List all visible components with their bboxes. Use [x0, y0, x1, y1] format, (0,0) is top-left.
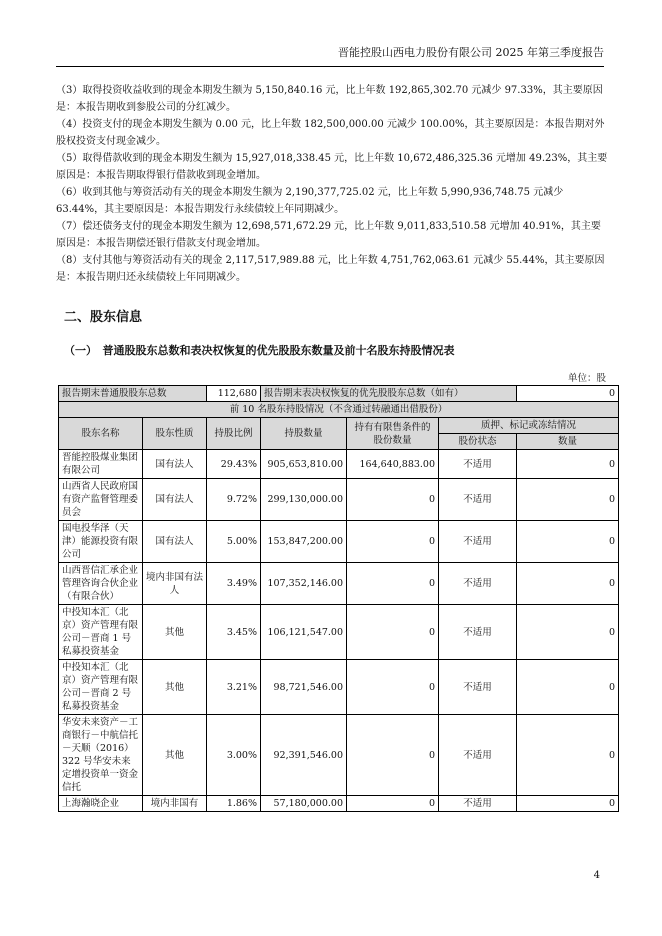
table-row [59, 479, 619, 521]
holder-pledge-status: 不适用 [439, 605, 517, 660]
holder-nature: 其他 [143, 660, 207, 715]
note-paragraph: （4）投资支付的现金本期发生额为 0.00 元，比上年数 182,500,000.00 元减少 100.00%，其主要原因是：本报告期对外股权投资支付现金减少。 [56, 119, 605, 147]
holder-nature: 其他 [143, 605, 207, 660]
table-row [59, 521, 619, 563]
col-header-restricted: 持有有限售条件的股份数量 [347, 418, 439, 450]
holder-pledge-status: 不适用 [439, 796, 517, 812]
note-paragraph: （3）取得投资收益收到的现金本期发生额为 5,150,840.16 元，比上年数 192,865,302.70 元减少 97.33%，其主要原因是：本报告期收到参股公司的分红减少。 [56, 85, 603, 113]
holder-restricted: 164,640,883.00 [347, 450, 439, 479]
holder-shares: 106,121,547.00 [261, 605, 347, 660]
holder-ratio: 3.45% [207, 605, 261, 660]
holder-nature: 国有法人 [143, 479, 207, 521]
table-row [59, 605, 619, 660]
holder-ratio: 3.21% [207, 660, 261, 715]
holder-name: 中投知本汇（北京）资产管理有限公司－晋商 1 号私募投资基金 [59, 605, 143, 660]
holder-pledge-status: 不适用 [439, 479, 517, 521]
cash-flow-notes [56, 82, 610, 286]
holder-shares: 905,653,810.00 [261, 450, 347, 479]
holder-shares: 98,721,546.00 [261, 660, 347, 715]
holder-pledge-qty: 0 [517, 796, 619, 812]
col-header-nature: 股东性质 [143, 418, 207, 450]
report-header [56, 44, 604, 67]
holder-pledge-status: 不适用 [439, 660, 517, 715]
holder-pledge-qty: 0 [517, 479, 619, 521]
holder-pledge-qty: 0 [517, 605, 619, 660]
holder-pledge-qty: 0 [517, 521, 619, 563]
section-title: 二、股东信息 [64, 310, 143, 325]
shareholder-table [58, 385, 619, 812]
table-row [59, 796, 619, 812]
holder-shares: 299,130,000.00 [261, 479, 347, 521]
holder-ratio: 3.00% [207, 715, 261, 796]
holder-pledge-qty: 0 [517, 715, 619, 796]
holder-name: 山西省人民政府国有资产监督管理委员会 [59, 479, 143, 521]
note-paragraph: （8）支付其他与筹资活动有关的现金 2,117,517,989.88 元，比上年数 4,751,762,063.61 元减少 55.44%，其主要原因是：本报告期归还永续债较上年同期减少。 [56, 255, 605, 283]
holder-pledge-status: 不适用 [439, 450, 517, 479]
col-header-name: 股东名称 [59, 418, 143, 450]
holder-restricted: 0 [347, 660, 439, 715]
top10-title-row [59, 402, 619, 418]
col-header-shares: 持股数量 [261, 418, 347, 450]
table-row [59, 450, 619, 479]
holder-nature: 境内非国有法人 [143, 563, 207, 605]
holder-pledge-qty: 0 [517, 563, 619, 605]
holder-shares: 153,847,200.00 [261, 521, 347, 563]
holder-ratio: 3.49% [207, 563, 261, 605]
note-paragraph: （5）取得借款收到的现金本期发生额为 15,927,018,338.45 元，比上年数 10,672,486,325.36 元增加 49.23%，其主要原因是：本报告期取得银行借款收到现金增加。 [56, 153, 608, 181]
holder-name: 晋能控股煤业集团有限公司 [59, 450, 143, 479]
preferred-holders-value: 0 [517, 386, 619, 402]
holder-ratio: 5.00% [207, 521, 261, 563]
holder-pledge-qty: 0 [517, 450, 619, 479]
holder-name: 上海瀚晓企业 [59, 796, 143, 812]
preferred-holders-label: 报告期末表决权恢复的优先股股东总数（如有） [261, 386, 517, 402]
unit-label: 单位：股 [567, 373, 606, 384]
common-holders-value: 112,680 [207, 386, 261, 402]
table-row [59, 660, 619, 715]
top10-title: 前 10 名股东持股情况（不含通过转融通出借股份） [59, 402, 619, 418]
table-row [59, 715, 619, 796]
holder-nature: 境内非国有 [143, 796, 207, 812]
holder-restricted: 0 [347, 715, 439, 796]
holder-restricted: 0 [347, 521, 439, 563]
holder-nature: 国有法人 [143, 450, 207, 479]
holder-ratio: 1.86% [207, 796, 261, 812]
holder-pledge-status: 不适用 [439, 715, 517, 796]
holder-nature: 国有法人 [143, 521, 207, 563]
holder-pledge-qty: 0 [517, 660, 619, 715]
note-paragraph: （7）偿还债务支付的现金本期发生额为 12,698,571,672.29 元，比上年数 9,011,833,510.58 元增加 40.91%，其主要原因是：本报告期偿还银行借款支付现金增加。 [56, 221, 601, 249]
subsection-title: （一） 普通股股东总数和表决权恢复的优先股股东数量及前十名股东持股情况表 [64, 344, 455, 357]
holder-ratio: 9.72% [207, 479, 261, 521]
holder-restricted: 0 [347, 563, 439, 605]
col-header-pledge-status: 股份状态 [439, 434, 517, 450]
note-paragraph: （6）收到其他与筹资活动有关的现金本期发生额为 2,190,377,725.02 元，比上年数 5,990,936,748.75 元减少 63.44%，其主要原因是：本报告期发行永续债较上年同期减少。 [56, 187, 564, 215]
col-header-pledge-qty: 数量 [517, 434, 619, 450]
holder-name: 华安未来资产－工商银行－中航信托－天顺（2016）322 号华安未来定增投资单一资金信托 [59, 715, 143, 796]
holder-ratio: 29.43% [207, 450, 261, 479]
col-header-pledge-group: 质押、标记或冻结情况 [439, 418, 619, 434]
holder-shares: 92,391,546.00 [261, 715, 347, 796]
summary-row [59, 386, 619, 402]
report-header-title: 晋能控股山西电力股份有限公司 2025 年第三季度报告 [338, 46, 604, 59]
holder-nature: 其他 [143, 715, 207, 796]
holder-restricted: 0 [347, 479, 439, 521]
common-holders-label: 报告期末普通股股东总数 [59, 386, 207, 402]
holder-pledge-status: 不适用 [439, 563, 517, 605]
column-header-row [59, 418, 619, 434]
holder-name: 国电投华泽（天津）能源投资有限公司 [59, 521, 143, 563]
table-row [59, 563, 619, 605]
holder-shares: 107,352,146.00 [261, 563, 347, 605]
holder-shares: 57,180,000.00 [261, 796, 347, 812]
holder-restricted: 0 [347, 796, 439, 812]
page-number: 4 [593, 870, 600, 881]
col-header-ratio: 持股比例 [207, 418, 261, 450]
holder-pledge-status: 不适用 [439, 521, 517, 563]
holder-name: 山西晋信汇承企业管理咨询合伙企业（有限合伙） [59, 563, 143, 605]
holder-restricted: 0 [347, 605, 439, 660]
holder-name: 中投知本汇（北京）资产管理有限公司－晋商 2 号私募投资基金 [59, 660, 143, 715]
